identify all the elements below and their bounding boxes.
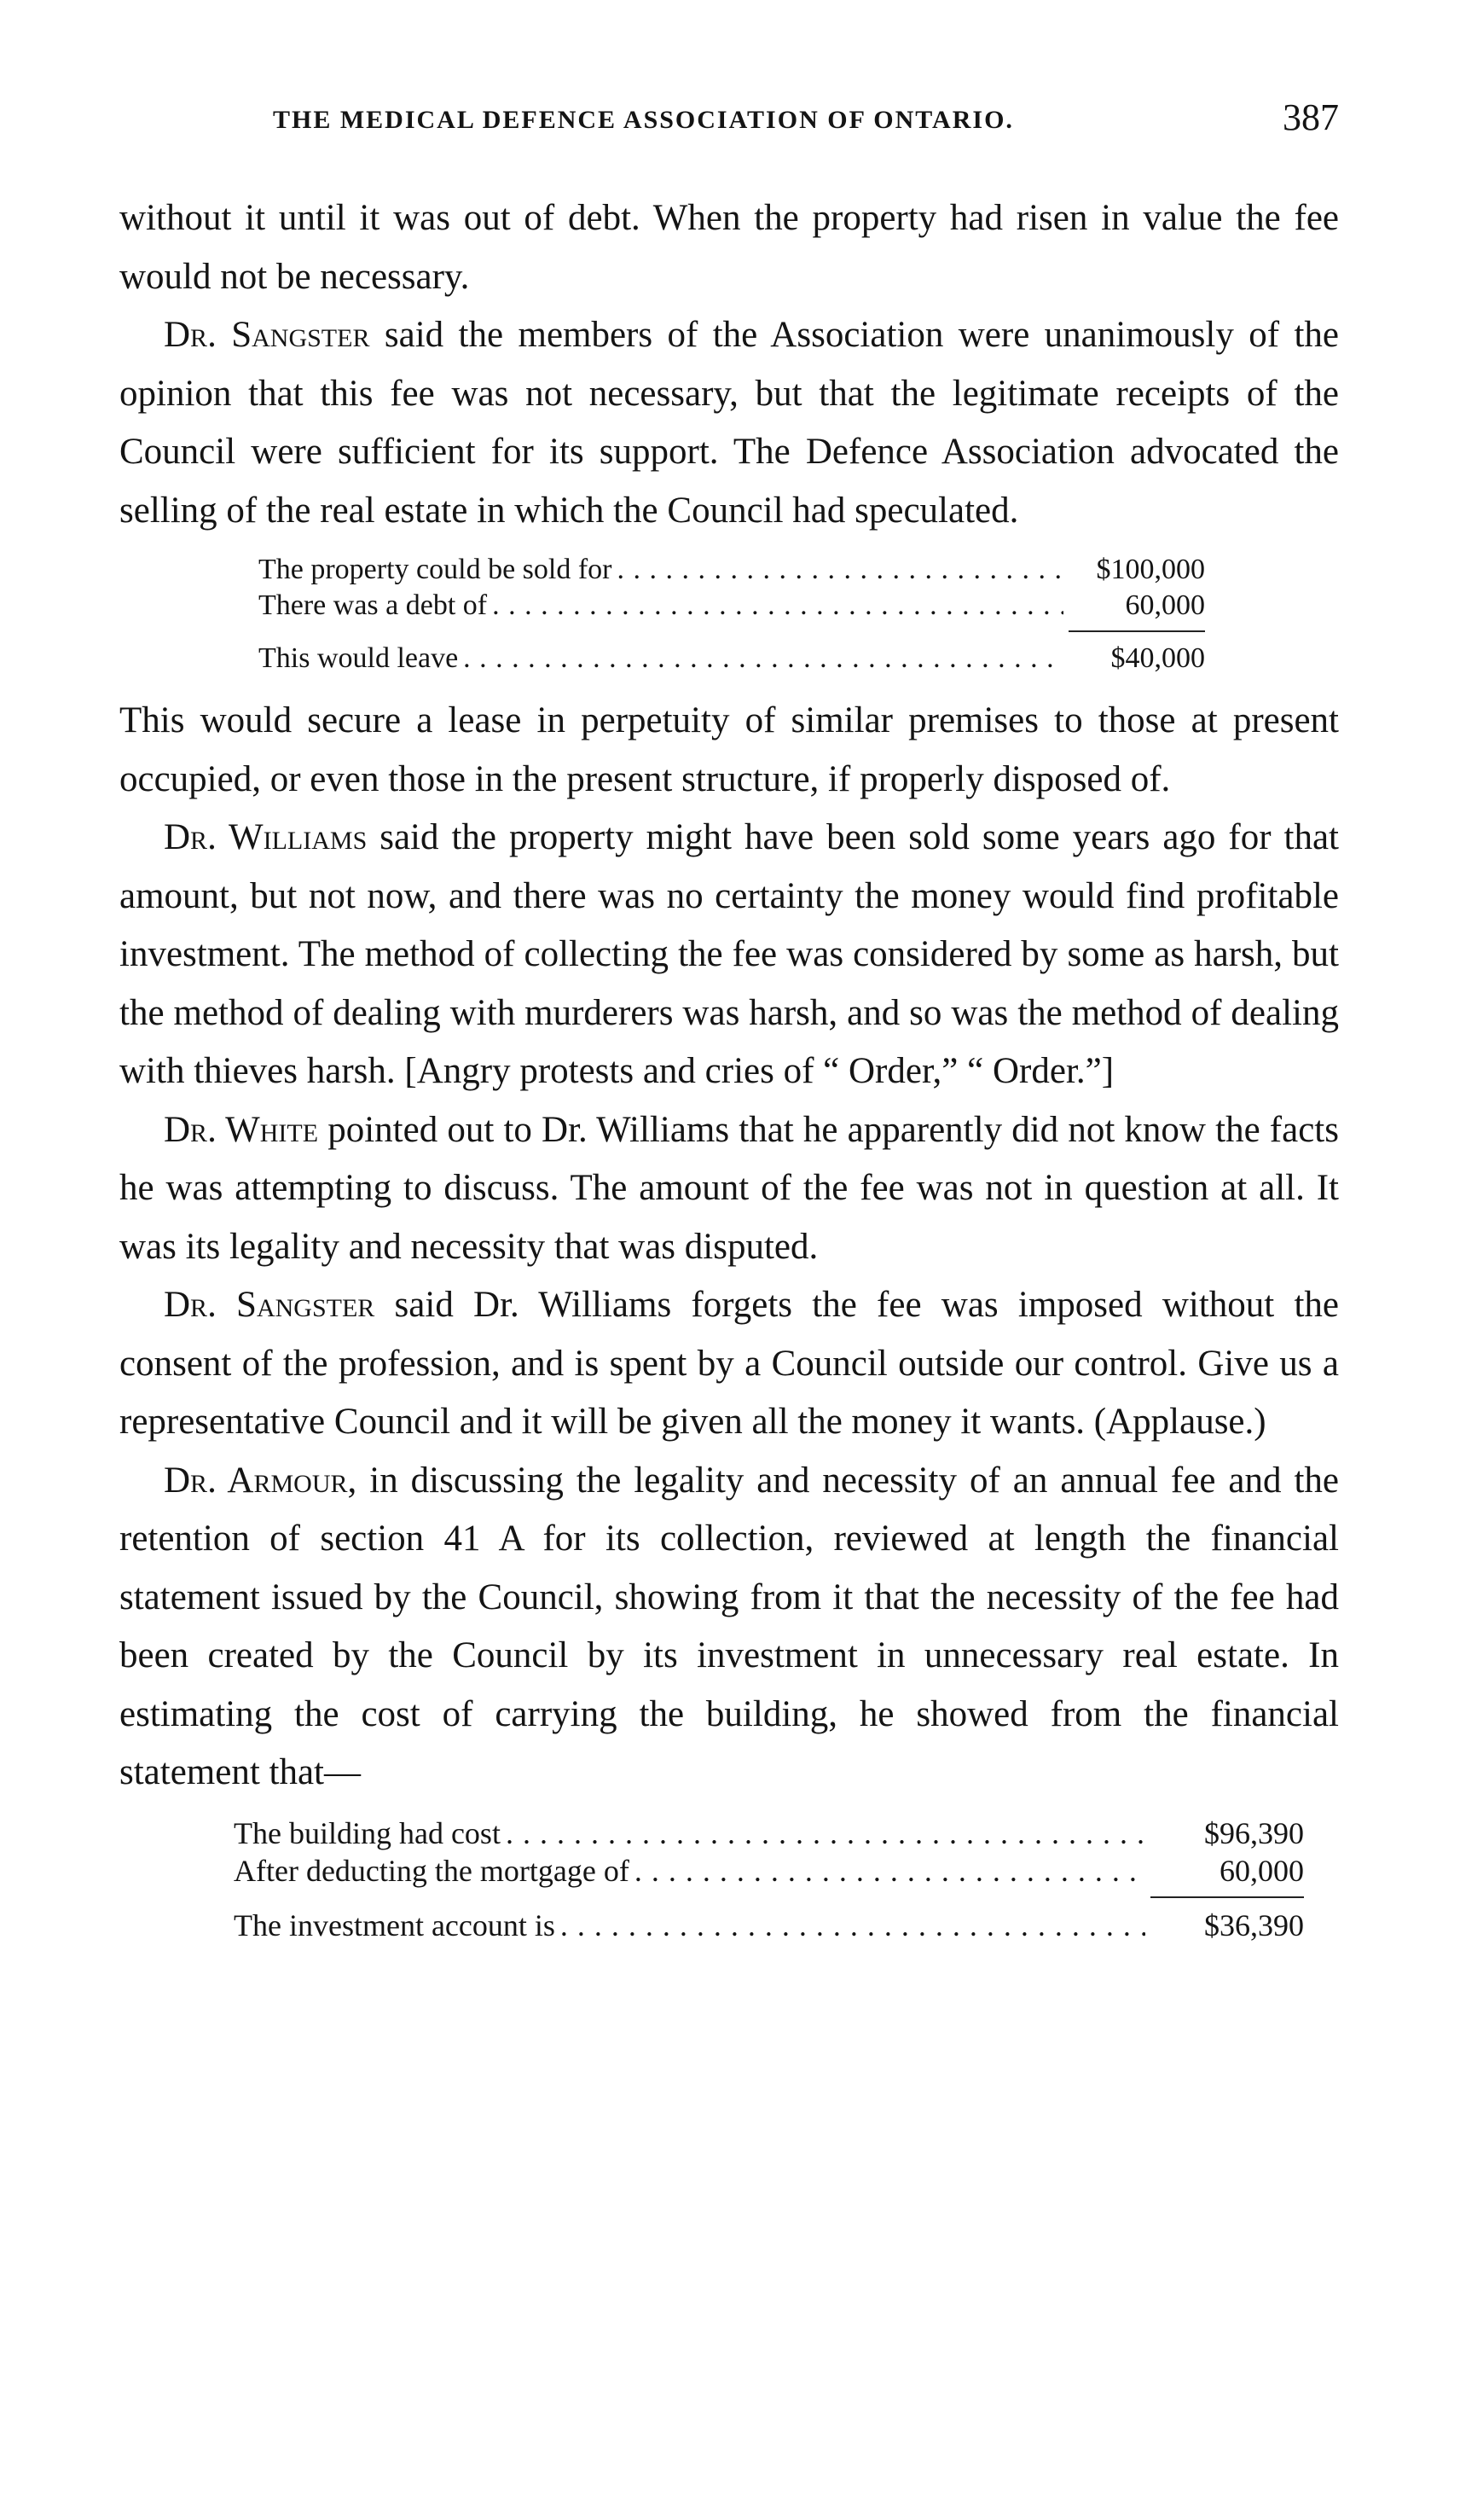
speaker-name: Dr. Armour,	[164, 1460, 357, 1501]
paragraph-text: pointed out to Dr. Williams that he apparently did not know the facts he was attempting to discuss. The amount of the fee was not in question at all. It was its legality and necessity that was disputed.	[119, 1109, 1339, 1267]
ledger-label: The investment account is	[234, 1907, 555, 1942]
ledger-amount: $40,000	[1110, 642, 1205, 674]
paragraph-text: said the property might have been sold some years ago for that amount, but not now, and there was no certainty the money would find profitable investment. The method of collecting the fee was considered by some as harsh, but the method of dealing with murderers was harsh, and so was the method of dealing with thieves harsh. [Angry protests and cries of “ Order,” “ Order.”]	[119, 817, 1340, 1091]
ledger-row	[234, 1852, 1304, 1890]
paragraph-text: said Dr. Williams forgets the fee was imposed without the consent of the profession, and is spent by a Council outside our control. Give us a representative Council and it will be given all the money it wants. (Applause.)	[119, 1285, 1339, 1442]
ledger-total-row	[258, 641, 1205, 676]
leader-dots	[560, 1907, 1145, 1944]
speaker-name: Dr. Williams	[164, 817, 368, 857]
building-investment-ledger	[234, 1815, 1304, 1944]
ledger-amount: 60,000	[1125, 589, 1205, 621]
ledger-label: This would leave	[258, 642, 459, 674]
ledger-label: The building had cost	[234, 1815, 501, 1850]
leader-dots	[492, 588, 1063, 624]
ledger-row	[258, 588, 1205, 624]
paragraph-williams	[119, 809, 1339, 1101]
running-header	[273, 96, 1339, 147]
speaker-name: Dr. Sangster	[164, 315, 370, 355]
property-sale-ledger	[258, 552, 1205, 676]
paragraph-armour	[119, 1452, 1339, 1803]
ledger-amount: 60,000	[1220, 1853, 1304, 1888]
ledger-amount: $36,390	[1204, 1907, 1304, 1942]
paragraph-white	[119, 1101, 1339, 1277]
ledger-label: There was a debt of	[258, 589, 488, 621]
page-number: 387	[1283, 96, 1339, 138]
paragraph-lease: This would secure a lease in perpetuity of similar premises to those at present occupied, or even those in the present structure, if properly disposed of.	[119, 700, 1339, 799]
paragraph-text: in discussing the legality and necessity of an annual fee and the retention of section 41 A for its collection, reviewed at length the financial statement issued by the Council, showing from it that the necessity of the fee had been created by the Council by its investment in unnecessary real estate. In estimating the cost of carrying the building, he showed from the financial statement that—	[119, 1460, 1340, 1792]
speaker-name: Dr. Sangster	[164, 1285, 375, 1325]
ledger-label: After deducting the mortgage of	[234, 1853, 629, 1888]
leader-dots	[506, 1815, 1145, 1852]
ledger-row	[234, 1815, 1304, 1852]
leader-dots	[634, 1852, 1145, 1890]
leader-dots	[617, 552, 1064, 588]
ledger-amount: $96,390	[1204, 1815, 1304, 1850]
speaker-name: Dr. White	[164, 1109, 319, 1150]
sum-rule	[1069, 630, 1205, 632]
ledger-label: The property could be sold for	[258, 554, 612, 585]
page-body	[119, 189, 1339, 1960]
ledger-row	[258, 552, 1205, 588]
paragraph-sangster-1	[119, 306, 1339, 540]
running-title: THE MEDICAL DEFENCE ASSOCIATION OF ONTARIO.	[273, 106, 1014, 134]
paragraph-text: said the members of the Association were unanimously of the opinion that this fee was not necessary, but that the legitimate receipts of the Council were sufficient for its support. The Defence Association advocated the selling of the real estate in which the Council had speculated.	[119, 315, 1340, 531]
sum-rule	[1150, 1896, 1304, 1898]
leader-dots	[463, 641, 1063, 676]
paragraph-sangster-2	[119, 1276, 1339, 1452]
ledger-amount: $100,000	[1096, 554, 1205, 585]
paragraph-continuation: without it until it was out of debt. When the property had risen in value the fee would not be necessary.	[119, 198, 1339, 297]
ledger-total-row	[234, 1907, 1304, 1944]
